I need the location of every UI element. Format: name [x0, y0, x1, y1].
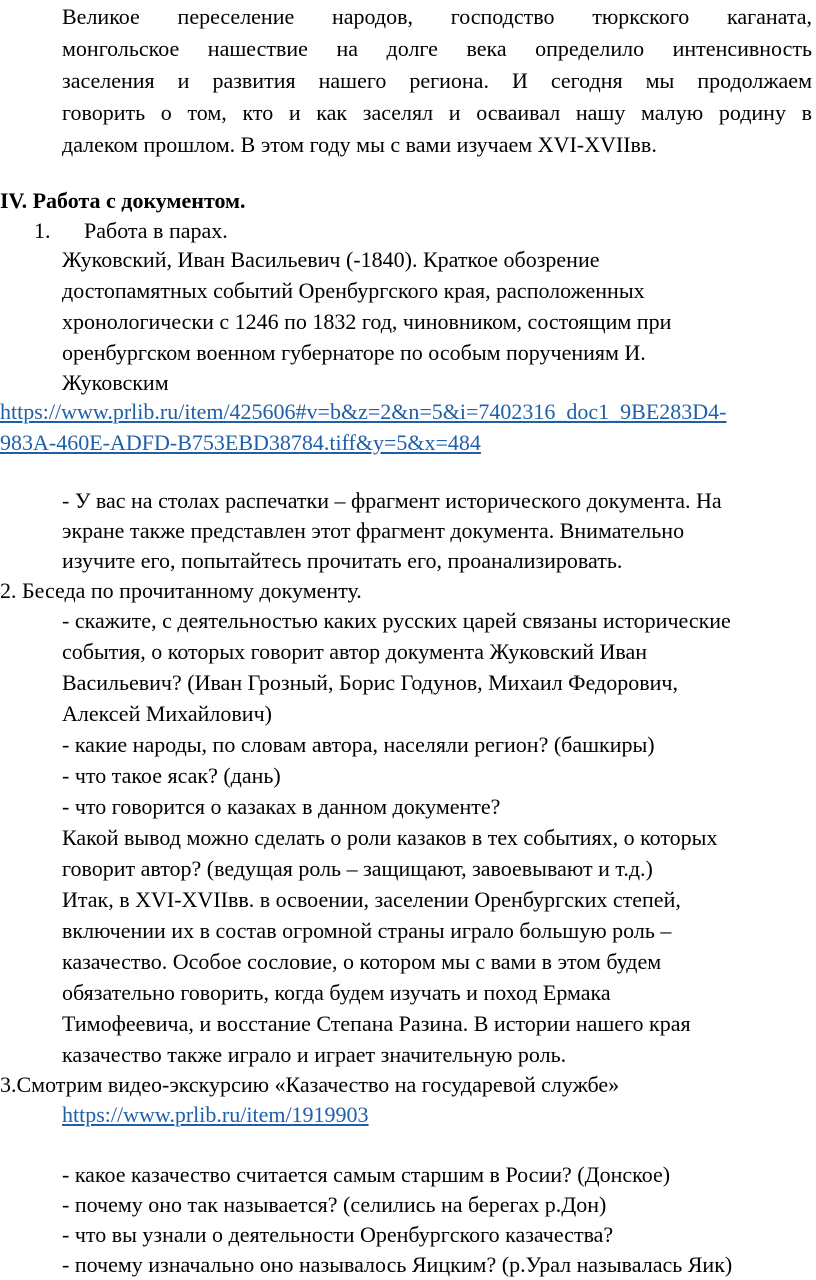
document-link[interactable]: [0, 428, 481, 458]
intro-line: Великое переселение народов, господство тюркского каганата,: [62, 4, 812, 29]
question-line: - какое казачество считается самым старшим в Росии? (Донское): [62, 1162, 671, 1187]
document-link[interactable]: [0, 397, 812, 427]
citation-line: Жуковский, Иван Васильевич (-1840). Краткое обозрение: [62, 247, 600, 272]
discussion-line: Итак, в XVI-XVIIвв. в освоении, заселении Оренбургских степей,: [62, 887, 681, 912]
document-link-line[interactable]: https://www.prlib.ru/item/425606#v=b&z=2&n=5&i=7402316_doc1_9BE283D4-: [0, 399, 727, 424]
question-line: - что вы узнали о деятельности Оренбургского казачества?: [62, 1222, 614, 1247]
discussion-line: события, о которых говорит автор документа Жуковский Иван: [62, 639, 648, 664]
instruction-line: экране также представлен этот фрагмент документа. Внимательно: [62, 518, 685, 543]
citation-line: хронологически с 1246 по 1832 год, чиновником, состоящим при: [62, 309, 672, 334]
discussion-line: - что такое ясак? (дань): [62, 763, 281, 788]
document-link-line[interactable]: 983A-460E-ADFD-B753EBD38784.tiff&y=5&x=484: [0, 430, 481, 455]
discussion-line: Алексей Михайлович): [62, 701, 272, 726]
intro-line: говорить о том, кто и как заселял и осваивал нашу малую родину в: [62, 100, 812, 125]
instruction-line: - У вас на столах распечатки – фрагмент исторического документа. На: [62, 488, 722, 513]
discussion-line: Тимофеевича, и восстание Степана Разина. В истории нашего края: [62, 1011, 691, 1036]
item1-title: Работа в парах.: [84, 218, 228, 243]
instruction-line: изучите его, попытайтесь прочитать его, проанализировать.: [62, 548, 623, 573]
video-link[interactable]: [62, 1100, 369, 1130]
discussion-line: - какие народы, по словам автора, населяли регион? (башкиры): [62, 732, 655, 757]
citation-line: Жуковским: [62, 370, 169, 395]
intro-line: монгольское нашествие на долге века определило интенсивность: [62, 36, 812, 61]
item1-number: 1.: [34, 218, 51, 243]
question-line: - почему оно так называется? (селились на берегах р.Дон): [62, 1192, 607, 1217]
citation-line: достопамятных событий Оренбургского края, расположенных: [62, 278, 645, 303]
intro-line: далеком прошлом. В этом году мы с вами изучаем XVI-XVIIвв.: [62, 132, 657, 157]
question-line: - почему изначально оно называлось Яицким? (р.Урал называлась Яик): [62, 1252, 733, 1277]
discussion-line: - что говорится о казаках в данном документе?: [62, 794, 501, 819]
section-heading: IV. Работа с документом.: [0, 188, 246, 213]
intro-line: заселения и развития нашего региона. И сегодня мы продолжаем: [62, 68, 812, 93]
discussion-line: Васильевич? (Иван Грозный, Борис Годунов, Михаил Федорович,: [62, 670, 678, 695]
discussion-line: - скажите, с деятельностью каких русских царей связаны исторические: [62, 608, 731, 633]
discussion-line: включении их в состав огромной страны играло большую роль –: [62, 918, 672, 943]
item2-heading: 2. Беседа по прочитанному документу.: [0, 578, 362, 603]
discussion-line: Какой вывод можно сделать о роли казаков в тех событиях, о которых: [62, 825, 718, 850]
discussion-line: казачество. Особое сословие, о котором мы с вами в этом будем: [62, 949, 662, 974]
item3-heading: 3.Смотрим видео-экскурсию «Казачество на государевой службе»: [0, 1072, 620, 1097]
citation-line: оренбургском военном губернаторе по особым поручениям И.: [62, 340, 646, 365]
discussion-line: казачество также играло и играет значительную роль.: [62, 1042, 567, 1067]
video-link-text[interactable]: https://www.prlib.ru/item/1919903: [62, 1102, 369, 1127]
discussion-line: обязательно говорить, когда будем изучать и поход Ермака: [62, 980, 611, 1005]
discussion-line: говорит автор? (ведущая роль – защищают, завоевывают и т.д.): [62, 856, 653, 881]
